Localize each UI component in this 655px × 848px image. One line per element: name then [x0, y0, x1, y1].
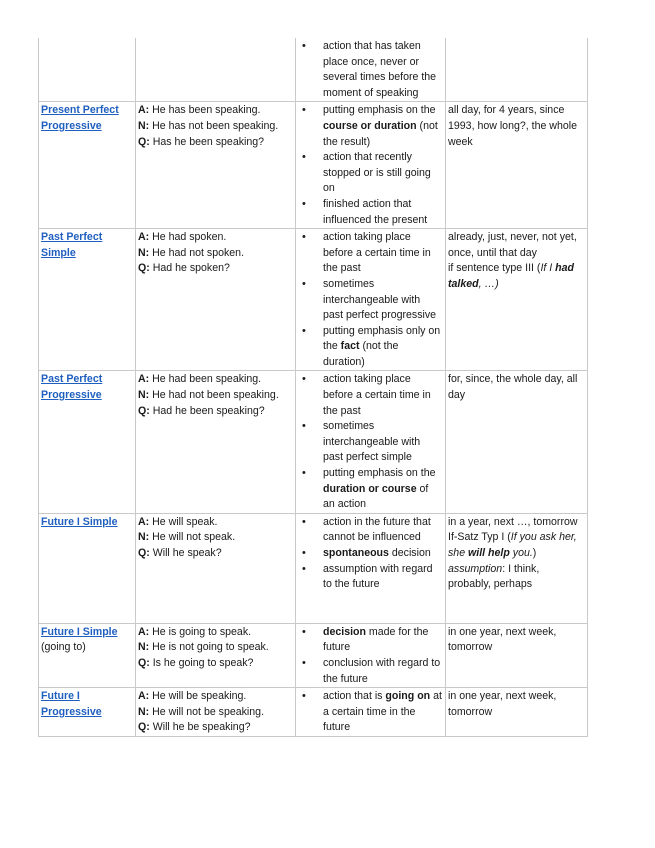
tense-name-cell: [39, 371, 136, 513]
uses-cell: [296, 229, 446, 371]
use-item: [323, 466, 443, 513]
examples-cell: [136, 38, 296, 102]
use-item: [323, 230, 443, 277]
text-run: in a year, next …, tomorrow: [448, 515, 578, 528]
tense-name-cell: [39, 102, 136, 229]
example-line: [138, 103, 293, 119]
text-run: already, just, never, not yet, once, until that day: [448, 231, 577, 259]
signal-words-cell: [446, 102, 588, 229]
text-run: (not the result): [323, 119, 438, 148]
use-item: [323, 324, 443, 371]
text-run: decision: [388, 547, 431, 559]
text-run: sometimes interchangeable with past perfect simple: [323, 420, 421, 464]
text-run: action taking place before a certain time in the past: [323, 231, 431, 275]
signal-words-cell: [446, 513, 588, 623]
example-type-label: Q:: [138, 404, 150, 417]
tenses-table-body: [39, 38, 588, 736]
use-item: [323, 689, 443, 736]
text-run: course or duration: [323, 119, 417, 132]
example-sentence: He had spoken.: [149, 231, 227, 244]
examples-cell: [136, 623, 296, 687]
use-item: [323, 546, 443, 562]
example-type-label: N:: [138, 705, 150, 718]
signal-words-line: [448, 103, 585, 150]
text-run: putting emphasis on the: [323, 104, 436, 117]
example-sentence: Is he going to speak?: [149, 657, 254, 669]
example-sentence: He has been speaking.: [149, 104, 261, 117]
example-type-label: A:: [138, 231, 150, 244]
uses-list: [298, 689, 443, 736]
example-type-label: Q:: [138, 135, 150, 148]
text-run: putting emphasis only on the: [323, 324, 441, 353]
text-run: ): [532, 547, 537, 559]
uses-list: [298, 372, 443, 512]
use-item: [323, 562, 443, 593]
tense-link[interactable]: Present Perfect Progressive: [41, 104, 119, 132]
text-run: (not the duration): [323, 340, 399, 368]
example-type-label: A:: [138, 690, 150, 703]
signal-words-cell: [446, 38, 588, 102]
tense-link[interactable]: Future I Simple: [41, 515, 118, 528]
example-sentence: Has he been speaking?: [149, 135, 265, 148]
example-sentence: He will speak.: [149, 515, 218, 528]
uses-cell: [296, 688, 446, 737]
text-run: all day, for 4 years, since 1993, how long?, the whole week: [448, 104, 577, 148]
example-type-label: Q:: [138, 657, 150, 669]
text-run: finished action that influenced the present: [323, 197, 428, 226]
example-line: [138, 246, 293, 262]
text-run: action that recently stopped or is still going on: [323, 151, 431, 195]
tense-link[interactable]: Past Perfect Simple: [41, 231, 103, 259]
text-run: had talked: [448, 262, 575, 290]
example-type-label: A:: [138, 373, 150, 386]
text-run-wrapper: [468, 547, 510, 559]
example-line: [138, 372, 293, 388]
examples-cell: [136, 688, 296, 737]
uses-list: [298, 39, 443, 101]
text-run: in one year, next week, tomorrow: [448, 690, 557, 718]
example-line: [138, 261, 293, 277]
example-line: [138, 656, 293, 672]
tense-row-f1gt: [39, 623, 588, 687]
use-item: [323, 656, 443, 687]
example-sentence: He had not spoken.: [149, 246, 245, 259]
text-run: action that is: [323, 690, 386, 703]
example-line: [138, 135, 293, 151]
text-run: if sentence type III (: [448, 262, 541, 275]
example-sentence: He had not been speaking.: [149, 389, 279, 402]
example-type-label: A:: [138, 515, 150, 528]
example-type-label: A:: [138, 104, 150, 117]
tense-link[interactable]: Future I Progressive: [41, 690, 102, 718]
examples-cell: [136, 513, 296, 623]
example-type-label: N:: [138, 389, 150, 402]
example-line: [138, 515, 293, 531]
examples-cell: [136, 371, 296, 513]
uses-list: [298, 230, 443, 370]
example-line: [138, 625, 293, 641]
uses-cell: [296, 623, 446, 687]
example-sentence: He will not be speaking.: [149, 705, 265, 718]
text-run: made for the future: [323, 625, 429, 654]
tense-name-cell: [39, 623, 136, 687]
use-item: [323, 39, 443, 101]
text-run: action taking place before a certain time in the past: [323, 373, 431, 417]
example-line: [138, 230, 293, 246]
example-type-label: A:: [138, 625, 150, 638]
use-item: [323, 515, 443, 546]
example-line: [138, 640, 293, 656]
signal-words-line: [448, 530, 585, 561]
example-line: [138, 689, 293, 705]
text-run: conclusion with regard to the future: [323, 657, 441, 685]
examples-cell: [136, 229, 296, 371]
signal-words-cell: [446, 229, 588, 371]
tense-row-f1p: [39, 688, 588, 737]
example-type-label: N:: [138, 119, 150, 132]
example-line: [138, 705, 293, 721]
text-run: action that has taken place once, never or several times before the moment of speaking: [323, 40, 437, 99]
example-sentence: Had he been speaking?: [149, 404, 265, 417]
signal-words-line: [448, 515, 585, 531]
text-run: sometimes interchangeable with past perfect progressive: [323, 277, 437, 322]
example-sentence: Will he speak?: [149, 547, 222, 559]
text-run: spontaneous: [323, 547, 389, 559]
tense-link[interactable]: Future I Simple: [41, 625, 118, 638]
use-item: [323, 419, 443, 466]
signal-words-line: [448, 625, 585, 656]
uses-list: [298, 625, 443, 687]
text-run: going on: [385, 690, 431, 703]
text-run: , …): [478, 277, 499, 290]
tense-row-pps: [39, 229, 588, 371]
uses-cell: [296, 102, 446, 229]
tense-row-cont: [39, 38, 588, 102]
tense-row-f1: [39, 513, 588, 623]
example-sentence: He will be speaking.: [149, 690, 247, 703]
signal-words-line: [448, 261, 585, 292]
uses-cell: [296, 38, 446, 102]
example-sentence: Had he spoken?: [149, 262, 230, 275]
text-run: If you ask her, she: [448, 531, 577, 559]
tense-link[interactable]: Past Perfect Progressive: [41, 373, 103, 402]
tense-name-cell: [39, 513, 136, 623]
example-line: [138, 119, 293, 135]
text-run: decision: [323, 625, 366, 638]
tense-name-cell: [39, 229, 136, 371]
text-run: assumption: [448, 562, 503, 575]
tenses-table: [38, 38, 588, 737]
example-sentence: He had been speaking.: [149, 373, 262, 386]
uses-cell: [296, 513, 446, 623]
text-run: at a certain time in the future: [323, 690, 442, 734]
text-run: If I: [540, 262, 556, 275]
signal-words-cell: [446, 371, 588, 513]
uses-list: [298, 515, 443, 593]
example-line: [138, 546, 293, 562]
signal-words-line: [448, 372, 585, 403]
use-item: [323, 372, 443, 419]
tense-row-ppp: [39, 102, 588, 229]
example-sentence: Will he be speaking?: [149, 721, 251, 734]
signal-words-cell: [446, 623, 588, 687]
use-item: [323, 103, 443, 150]
text-run: you.: [509, 547, 533, 559]
example-line: [138, 530, 293, 546]
text-run: of an action: [323, 482, 429, 511]
tense-row-ppprog: [39, 371, 588, 513]
text-run: assumption with regard to the future: [323, 562, 433, 591]
example-sentence: He is not going to speak.: [149, 641, 269, 654]
text-run: for, since, the whole day, all day: [448, 373, 578, 402]
signal-words-cell: [446, 688, 588, 737]
examples-cell: [136, 102, 296, 229]
tense-name-cell: [39, 38, 136, 102]
use-item: [323, 277, 443, 324]
example-sentence: He is going to speak.: [149, 625, 252, 638]
uses-cell: [296, 371, 446, 513]
tense-name-cell: [39, 688, 136, 737]
use-item: [323, 197, 443, 228]
text-run: : I think, probably, perhaps: [448, 562, 540, 591]
example-sentence: He will not speak.: [149, 531, 236, 544]
example-line: [138, 404, 293, 420]
tense-subtitle: (going to): [41, 641, 86, 654]
text-run: action in the future that cannot be influenced: [323, 515, 431, 544]
example-type-label: Q:: [138, 262, 150, 275]
use-item: [323, 625, 443, 656]
example-line: [138, 720, 293, 736]
example-type-label: N:: [138, 246, 150, 259]
text-run: fact: [340, 340, 360, 353]
use-item: [323, 150, 443, 197]
example-line: [138, 388, 293, 404]
signal-words-line: [448, 689, 585, 720]
example-type-label: N:: [138, 641, 150, 654]
text-run: in one year, next week, tomorrow: [448, 625, 557, 654]
text-run: duration or course: [323, 482, 417, 495]
example-type-label: Q:: [138, 547, 150, 559]
text-run: If-Satz Typ I (: [448, 531, 511, 544]
example-type-label: N:: [138, 531, 150, 544]
signal-words-line: [448, 562, 585, 593]
text-run: putting emphasis on the: [323, 467, 436, 480]
example-sentence: He has not been speaking.: [149, 119, 279, 132]
text-run: will help: [468, 547, 510, 559]
example-type-label: Q:: [138, 721, 150, 734]
uses-list: [298, 103, 443, 228]
signal-words-line: [448, 230, 585, 261]
